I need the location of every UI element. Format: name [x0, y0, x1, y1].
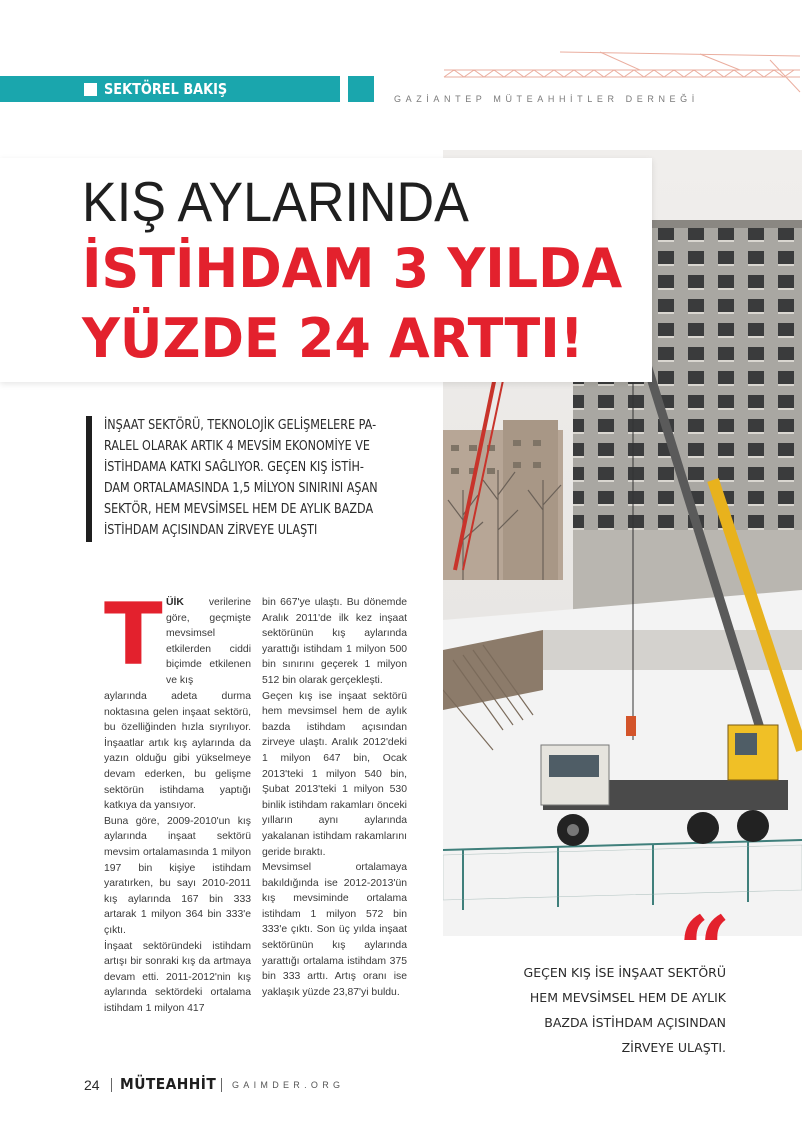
intro-first-word: ÜİK: [166, 597, 184, 608]
section-band-square: [348, 76, 374, 102]
article-column-1: [104, 689, 251, 1016]
headline-line-2: İSTİHDAM 3 YILDA: [82, 237, 623, 300]
lead-line: İNŞAAT SEKTÖRÜ, TEKNOLOJİK GELİŞMELERE PA-: [104, 418, 377, 433]
association-name: GAZİANTEP MÜTEAHHİTLER DERNEĞİ: [394, 94, 699, 104]
lead-line: İSTİHDAM AÇISINDAN ZİRVEYE ULAŞTI: [104, 523, 318, 538]
lead-line: İSTİHDAMA KATKI SAĞLIYOR. GEÇEN KIŞ İSTİH-: [104, 460, 364, 475]
headline-line-3: YÜZDE 24 ARTTI!: [82, 307, 584, 370]
footer-divider: [221, 1078, 222, 1092]
footer-website: GAIMDER.ORG: [232, 1080, 345, 1090]
paragraph: Geçen kış ise inşaat sektörü hem mevsimsel hem de aylık bazda istihdam açısından zirveye ulaştı. Aralık 2012'deki 1 milyon 647 bin, Ocak 2013'teki 1 milyon 540 bin, Şubat 2013'teki 1 milyon 530 binlik istihdam rakamları önceki yılların aynı aylarında yakalanan istihdam rakamlarını geride bıraktı.: [262, 690, 407, 858]
headline-line-1: KIŞ AYLARINDA: [82, 170, 469, 233]
paragraph: aylarında adeta durma noktasına gelen inşaat sektörü, bu özelliğinden hızla sıyrılıyor. İnşaatlar artık kış aylarında da yazın olduğu gibi yükselmeye devam ederken, bu gelişme sektörün istihdama yaptığı katkıya da yansıyor.: [104, 691, 251, 812]
lead-line: DAM ORTALAMASINDA 1,5 MİLYON SINIRINI AŞAN: [104, 481, 378, 496]
drop-cap: T: [104, 585, 163, 685]
page-number: 24: [84, 1077, 100, 1093]
pull-quote-line: BAZDA İSTİHDAM AÇISINDAN: [544, 1015, 726, 1030]
paragraph: Buna göre, 2009-2010'un kış aylarında inşaat sektörü mevsim ortalamasında 1 milyon 197 bin kişiye istihdam yaratırken, bu sayı 2010-2011 kış aylarında 167 bin 333 artarak 1 milyon 364 bin 333'e çıktı.: [104, 815, 251, 936]
footer-divider: [111, 1078, 112, 1092]
article-intro: [166, 595, 251, 689]
lead-accent-bar: [86, 416, 92, 542]
section-label: SEKTÖREL BAKIŞ: [104, 80, 228, 98]
article-column-2: [262, 595, 407, 1000]
crane-sketch-icon: [440, 40, 802, 96]
lead-line: RALEL OLARAK ARTIK 4 MEVSİM EKONOMİYE VE: [104, 439, 370, 454]
pull-quote-line: ZİRVEYE ULAŞTI.: [621, 1040, 726, 1055]
quote-mark-icon: “: [678, 896, 731, 1004]
section-square-icon: [84, 83, 97, 96]
pull-quote-line: HEM MEVSİMSEL HEM DE AYLIK: [529, 990, 726, 1005]
paragraph: bin 667'ye ulaştı. Bu dönemde Aralık 2011'de ilk kez inşaat sektörünün kış aylarında yarattığı istihdam 1 milyon 500 bin sınırını geçerek 1 milyon 512 bin olarak gerçekleşti.: [262, 597, 407, 686]
footer-brand-logo: MÜTEAHHİT: [120, 1075, 217, 1093]
intro-text: verilerine göre, geçmişte mevsimsel etkilerden ciddi biçimde etkilenen ve kış: [166, 597, 251, 686]
lead-line: SEKTÖR, HEM MEVSİMSEL HEM DE AYLIK BAZDA: [104, 502, 374, 517]
paragraph: Mevsimsel ortalamaya bakıldığında ise 2012-2013'ün kış mevsiminde ortalama istihdam 1 milyon 572 bin 333'e çıktı. Son üç yılda inşaat sektörünün kış aylarında yarattığı ortalama istihdam 375 bin 333 arttı. Artış oranı ise yaklaşık yüzde 23,87'yi buldu.: [262, 862, 407, 998]
paragraph: İnşaat sektöründeki istihdam artışı bir sonraki kış da artmaya devam etti. 2011-2012'nin kış aylarında sektördeki ortalama istihdam 1 milyon 417: [104, 940, 251, 1014]
pull-quote-line: GEÇEN KIŞ İSE İNŞAAT SEKTÖRÜ: [523, 965, 726, 980]
